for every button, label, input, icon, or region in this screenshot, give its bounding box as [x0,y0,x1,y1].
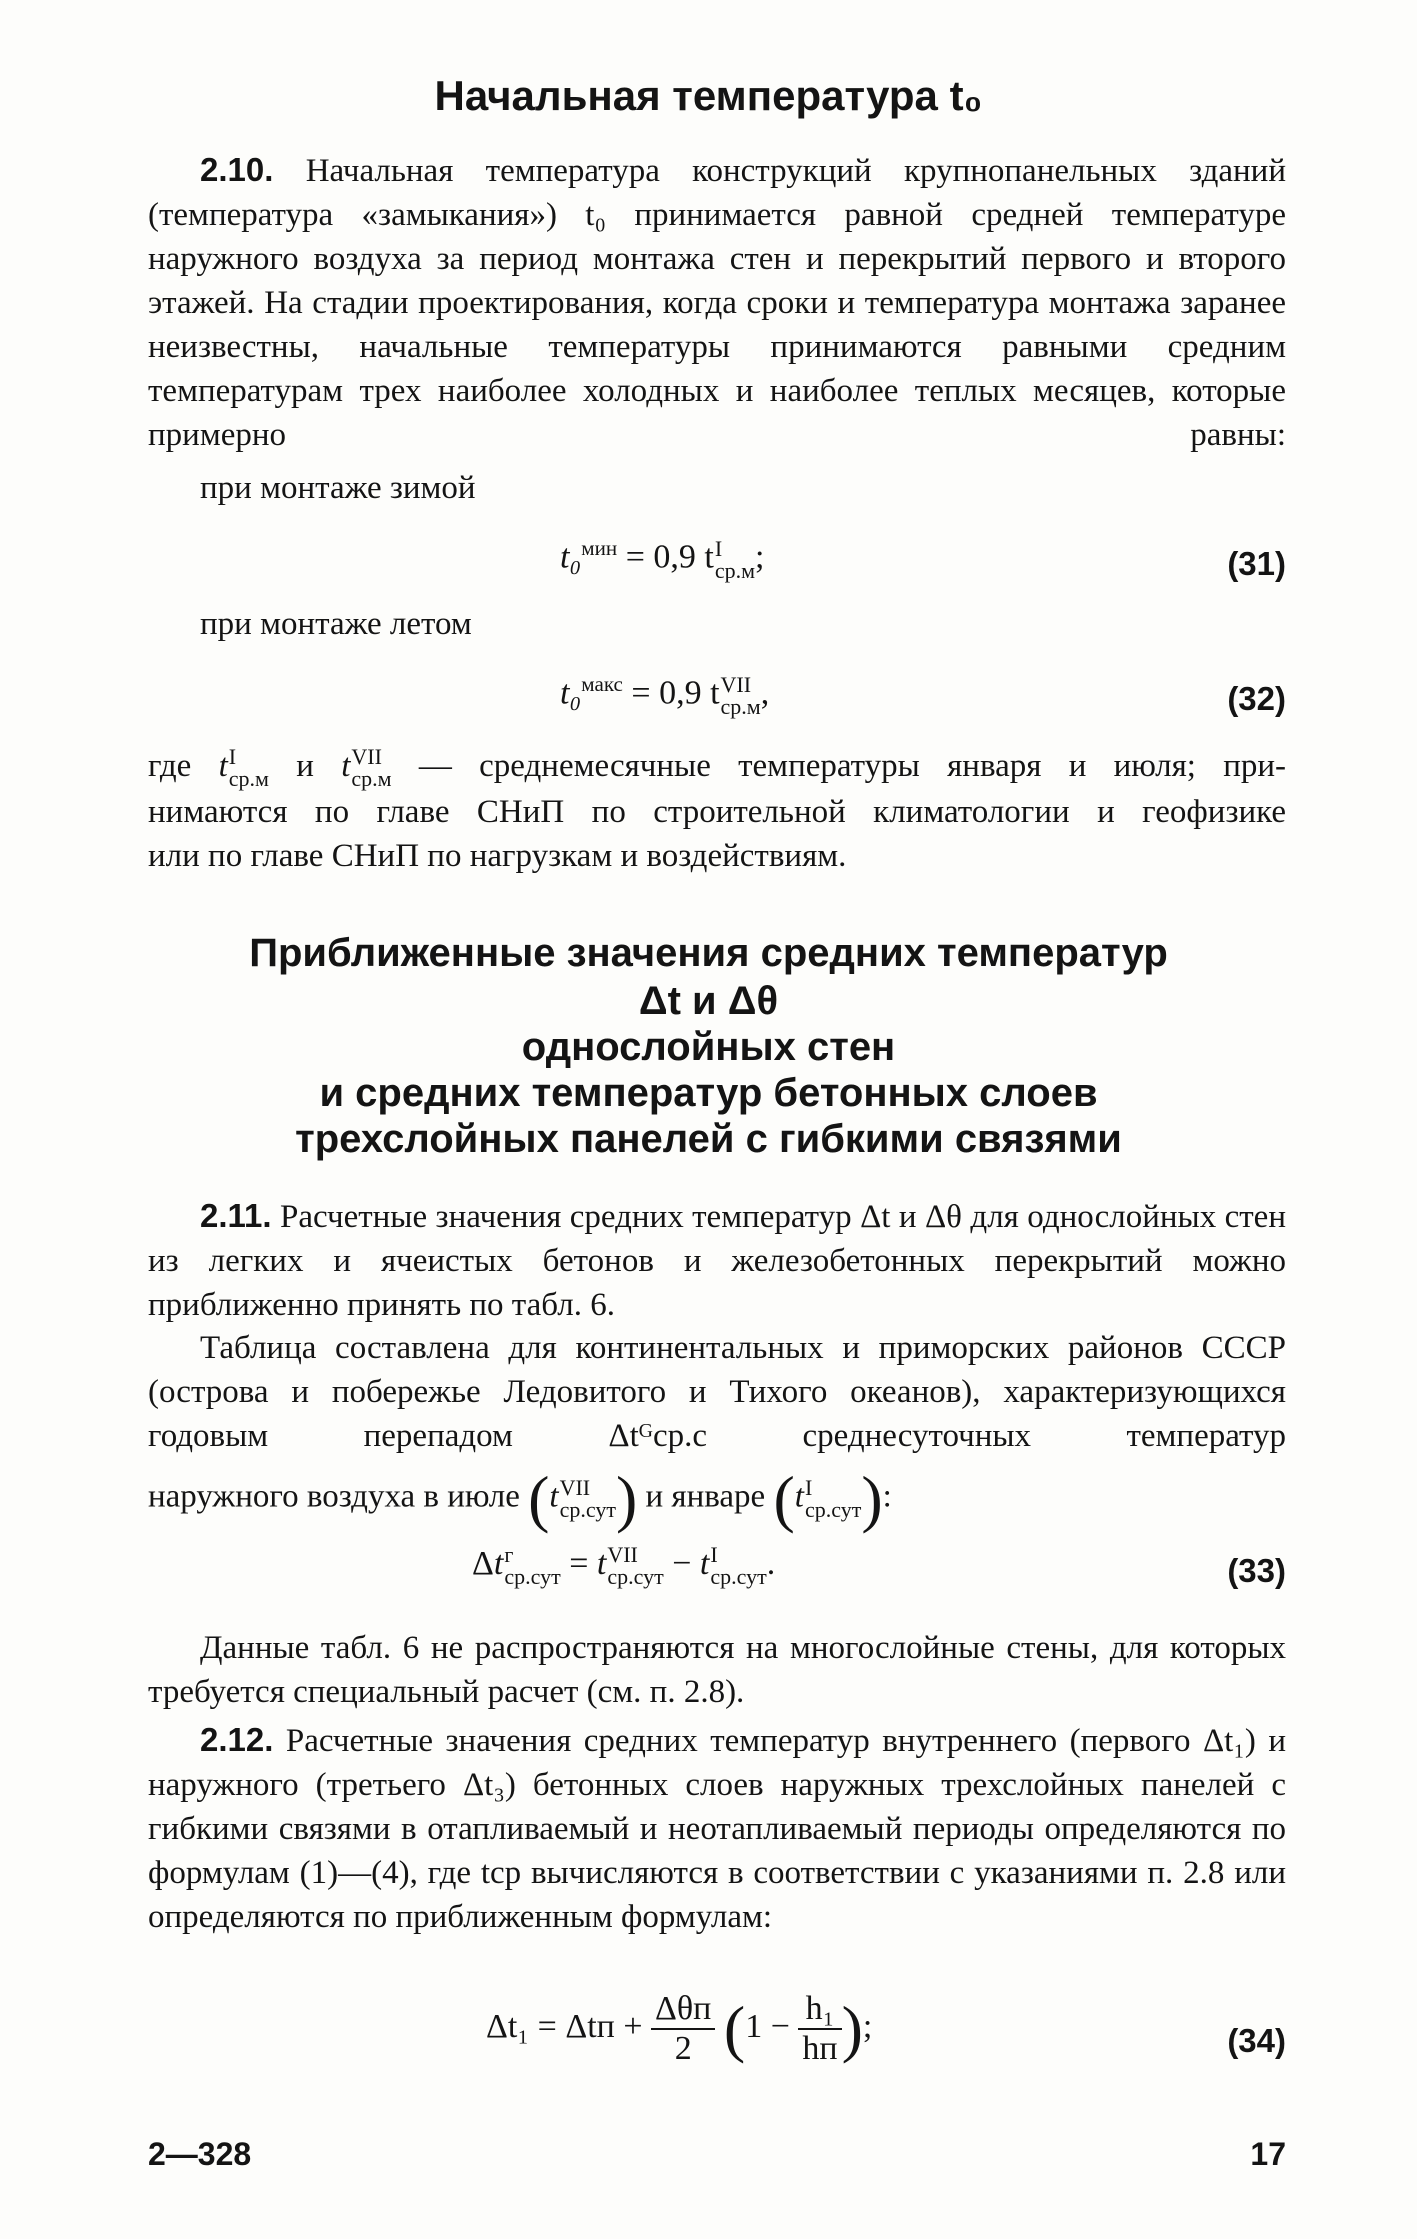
paragraph-2-12: 2.12. Расчетные значения средних температур внутреннего (первого Δt₁) и наружного (третьего Δt₃) бетонных слоев наружных трехслойных панелей с гибкими связями в отапливаемый и неотапливаемый периоды определяются по формулам (1)—(4), где tср вычисляются в соответствии с указаниями п. 2.8 или определяются по приближенным формулам: [148,1721,1286,1935]
section-heading-line-1: Приближенные значения средних температур [249,931,1168,975]
equation-31: t₀$^{мин}$ = 0,9 t I ср.м ; [560,535,765,583]
section-heading-line-3: однослойных стен [521,1025,896,1069]
footer-signature: 2—328 [148,2136,252,2172]
equation-32: t₀$^{макс}$ = 0,9 t VII ср.м , [560,671,770,719]
page-number: 17 [1250,2136,1286,2172]
summer-label: при монтаже летом [200,606,472,642]
equation-34: Δt₁ = Δtп + $\frac{\text{Δθп}}{2}$ (1 − $\frac{\text{h₁}}{hп}$ ); [486,1990,873,2067]
winter-label: при монтаже зимой [200,470,476,506]
section-heading-initial-temperature: Начальная температура t₀ [434,72,983,119]
paragraph-note: Данные табл. 6 не распространяются на многослойные стены, для которых требуется специальный расчет (см. п. 2.8). [148,1630,1286,1710]
paragraph-table-description: Таблица составлена для континентальных и приморских районов СССР (острова и побережье Ледовитого и Тихого океанов), характеризующихся годовым перепадом Δtᴳср.с среднесуточных температур [148,1330,1286,1454]
equation-number-33: (33) [1227,1552,1286,1589]
equation-number-31: (31) [1227,545,1286,582]
where-line-2: нимаются по главе СНиП по строительной климатологии и геофизике [148,794,1286,830]
section-heading-line-2: Δt и Δθ [638,979,779,1023]
equation-number-32: (32) [1227,680,1286,717]
equation-number-34: (34) [1227,2022,1286,2059]
where-line: где t I ср.м и t VII ср.м — среднемесячные температуры января и июля; при- [148,744,1287,792]
paragraph-2-10: 2.10. Начальная температура конструкций крупнопанельных зданий (температура «замыкания») t₀ принимается равной средней температуре наружного воздуха за период монтажа стен и перекрытий первого и второго этажей. На стадии проектирования, когда сроки и температура монтажа заранее неизвестны, начальные температуры принимаются равными средним температурам трех наиболее холодных и наиболее теплых месяцев, которые примерно равны: [148,151,1286,453]
paragraph-2-11: 2.11. Расчетные значения средних температур Δt и Δθ для однослойных стен из легких и ячеистых бетонов и железобетонных перекрытий можно приближенно принять по табл. 6. [148,1197,1286,1323]
section-heading-line-4: и средних температур бетонных слоев [319,1071,1098,1115]
equation-33: Δt г ср.сут = t VII ср.сут − t I ср.сут . [472,1542,776,1589]
paragraph-table-last-line: наружного воздуха в июле (t VII ср.сут ) и январе (t I ср.сут ): [148,1463,892,1534]
section-heading-line-5: трехслойных панелей с гибкими связями [295,1117,1122,1161]
where-line-3: или по главе СНиП по нагрузкам и воздействиям. [148,838,847,874]
